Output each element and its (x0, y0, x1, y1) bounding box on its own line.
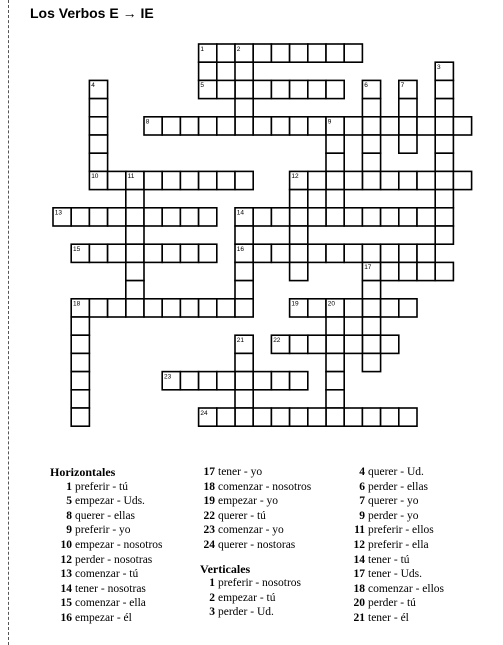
cell-number: 22 (273, 337, 281, 344)
clue-number: 9 (66, 524, 72, 537)
clue-item (200, 465, 311, 480)
clue-item (200, 538, 311, 553)
clue-item (50, 567, 163, 582)
grid-cell[interactable] (126, 299, 144, 317)
clue-text: querer - ellas (75, 509, 136, 522)
grid-cell[interactable] (235, 99, 253, 117)
clue-text: querer - tú (218, 509, 266, 522)
grid-cell[interactable] (144, 171, 162, 189)
grid-cell[interactable] (417, 117, 435, 135)
clue-text: tener - Uds. (368, 568, 422, 581)
grid-cell[interactable] (180, 299, 198, 317)
grid-cell[interactable] (435, 99, 453, 117)
clue-text: querer - Ud. (368, 466, 424, 478)
clue-text: tener - yo (218, 466, 263, 478)
clue-number: 1 (209, 577, 215, 590)
cell-number: 19 (291, 300, 299, 308)
clue-text: perder - yo (368, 509, 419, 522)
grid-cell[interactable] (217, 44, 235, 62)
grid-cell[interactable] (435, 80, 453, 98)
clue-number: 18 (203, 480, 215, 493)
clue-text: comenzar - yo (218, 524, 284, 537)
grid-cell[interactable] (362, 335, 380, 353)
horizontales-list-1 (50, 480, 163, 626)
title-suffix: IE (140, 5, 154, 21)
grid-cell[interactable] (89, 99, 107, 117)
grid-cell[interactable] (326, 353, 344, 371)
clue-item (200, 576, 311, 591)
grid-cell[interactable] (308, 408, 326, 426)
clue-item (50, 582, 163, 597)
grid-cell[interactable] (326, 408, 344, 426)
grid-cell[interactable] (290, 408, 308, 426)
cell-number: 12 (291, 173, 299, 181)
cell-number: 5 (200, 82, 205, 90)
grid-cell[interactable] (199, 117, 217, 135)
grid-cell[interactable] (326, 244, 344, 262)
grid-cell[interactable] (271, 372, 289, 390)
grid-cell[interactable] (235, 80, 253, 98)
grid-cell[interactable] (290, 244, 308, 262)
grid-cell[interactable] (326, 335, 344, 353)
clue-text: preferir - nosotros (218, 577, 302, 590)
grid-cell[interactable] (271, 80, 289, 98)
grid-cell[interactable] (180, 171, 198, 189)
grid-cell[interactable] (199, 62, 217, 80)
grid-cell[interactable] (199, 299, 217, 317)
clue-number: 10 (60, 538, 72, 551)
grid-cell[interactable] (235, 372, 253, 390)
grid-cell[interactable] (89, 208, 107, 226)
grid-cell[interactable] (417, 244, 435, 262)
grid-cell[interactable] (217, 408, 235, 426)
grid-cell[interactable] (290, 335, 308, 353)
grid-cell[interactable] (362, 171, 380, 189)
grid-cell[interactable] (290, 44, 308, 62)
grid-cell[interactable] (235, 117, 253, 135)
grid-cell[interactable] (217, 117, 235, 135)
grid-cell[interactable] (344, 408, 362, 426)
clue-text: empezar - yo (218, 495, 279, 508)
grid-cell[interactable] (253, 372, 271, 390)
clue-text: comenzar - ella (75, 597, 146, 610)
grid-cell[interactable] (108, 171, 126, 189)
clue-item (350, 553, 444, 568)
cell-number: 3 (437, 64, 441, 71)
grid-cell[interactable] (144, 244, 162, 262)
cell-number: 8 (145, 118, 150, 126)
grid-cell[interactable] (344, 208, 362, 226)
horizontales-heading: Horizontales (50, 465, 116, 479)
clue-number: 17 (353, 568, 365, 581)
grid-cell[interactable] (326, 372, 344, 390)
clue-text: perder - Ud. (218, 606, 274, 619)
arrow-icon: → (122, 5, 137, 21)
grid-cell[interactable] (435, 135, 453, 153)
clue-text: preferir - ella (368, 538, 429, 551)
clue-item (200, 591, 311, 606)
grid-cell[interactable] (271, 408, 289, 426)
grid-cell[interactable] (126, 244, 144, 262)
grid-cell[interactable] (326, 190, 344, 208)
grid-cell[interactable] (435, 208, 453, 226)
grid-cell[interactable] (126, 190, 144, 208)
grid-cell[interactable] (399, 262, 417, 280)
clue-item (50, 538, 163, 553)
grid-cell[interactable] (435, 153, 453, 171)
clue-number: 20 (353, 597, 365, 610)
grid-cell[interactable] (381, 171, 399, 189)
grid-cell[interactable] (344, 244, 362, 262)
clue-number: 9 (359, 509, 365, 522)
grid-cell[interactable] (162, 208, 180, 226)
grid-cell[interactable] (144, 299, 162, 317)
grid-cell[interactable] (381, 299, 399, 317)
grid-cell[interactable] (326, 80, 344, 98)
clue-text: tener - nosotras (75, 582, 146, 595)
grid-cell[interactable] (271, 208, 289, 226)
cell-number: 10 (91, 173, 99, 181)
clue-text: tener - él (368, 611, 409, 624)
cell-number: 18 (73, 300, 81, 308)
grid-cell[interactable] (344, 171, 362, 189)
grid-cell[interactable] (235, 262, 253, 280)
clue-item (200, 480, 311, 495)
grid-cell[interactable] (89, 299, 107, 317)
grid-cell[interactable] (308, 244, 326, 262)
grid-cell[interactable] (235, 62, 253, 80)
clue-text: empezar - Uds. (75, 495, 145, 508)
cell-number: 11 (127, 173, 135, 181)
clue-text: perder - tú (368, 597, 416, 610)
clue-number: 12 (353, 538, 365, 551)
clue-item (50, 480, 163, 495)
grid-cell[interactable] (290, 226, 308, 244)
clue-text: comenzar - nosotros (218, 480, 312, 493)
grid-cell[interactable] (399, 135, 417, 153)
verticales-list-2 (200, 576, 311, 620)
grid-cell[interactable] (399, 208, 417, 226)
grid-cell[interactable] (399, 408, 417, 426)
clue-number: 13 (60, 568, 72, 581)
grid-cell[interactable] (253, 44, 271, 62)
grid-cell[interactable] (71, 408, 89, 426)
clue-number: 5 (66, 495, 72, 508)
grid-cell[interactable] (217, 299, 235, 317)
grid-cell[interactable] (217, 372, 235, 390)
grid-cell[interactable] (308, 44, 326, 62)
grid-cell[interactable] (381, 335, 399, 353)
grid-cell[interactable] (253, 208, 271, 226)
grid-cell[interactable] (435, 262, 453, 280)
clue-number: 16 (60, 611, 72, 624)
clue-number: 1 (66, 480, 72, 493)
grid-cell[interactable] (126, 262, 144, 280)
grid-cell[interactable] (308, 335, 326, 353)
clue-item (200, 494, 311, 509)
grid-cell[interactable] (362, 353, 380, 371)
cell-number: 6 (364, 82, 368, 90)
clue-item (50, 509, 163, 524)
cell-number: 1 (200, 45, 205, 53)
cell-number: 2 (236, 45, 241, 53)
clue-text: preferir - yo (75, 524, 131, 537)
grid-cell[interactable] (89, 153, 107, 171)
verticales-heading: Verticales (200, 561, 251, 576)
grid-cell[interactable] (162, 299, 180, 317)
grid-cell[interactable] (126, 208, 144, 226)
grid-cell[interactable] (253, 244, 271, 262)
grid-cell[interactable] (399, 244, 417, 262)
cell-number: 23 (164, 373, 172, 381)
clue-text: perder - nosotras (75, 553, 153, 566)
clue-item (50, 611, 163, 626)
grid-cell[interactable] (362, 153, 380, 171)
grid-cell[interactable] (217, 80, 235, 98)
grid-cell[interactable] (308, 299, 326, 317)
grid-cell[interactable] (126, 226, 144, 244)
grid-cell[interactable] (417, 262, 435, 280)
grid-cell[interactable] (290, 262, 308, 280)
grid-cell[interactable] (435, 226, 453, 244)
grid-cell[interactable] (417, 208, 435, 226)
clue-item (350, 567, 444, 582)
grid-cell[interactable] (453, 117, 471, 135)
grid-cell[interactable] (399, 299, 417, 317)
grid-cell[interactable] (381, 208, 399, 226)
clue-item (350, 509, 444, 524)
grid-cell[interactable] (290, 190, 308, 208)
grid-cell[interactable] (89, 244, 107, 262)
grid-cell[interactable] (381, 244, 399, 262)
grid-cell[interactable] (89, 135, 107, 153)
grid-cell[interactable] (344, 117, 362, 135)
clue-number: 7 (359, 495, 365, 508)
grid-cell[interactable] (399, 171, 417, 189)
grid-cell[interactable] (326, 171, 344, 189)
clue-item (350, 494, 444, 509)
horizontales-list-2 (200, 465, 311, 553)
grid-cell[interactable] (362, 135, 380, 153)
clue-number: 17 (203, 466, 215, 478)
grid-cell[interactable] (344, 44, 362, 62)
grid-cell[interactable] (271, 44, 289, 62)
grid-cell[interactable] (271, 244, 289, 262)
grid-cell[interactable] (417, 171, 435, 189)
grid-cell[interactable] (71, 208, 89, 226)
grid-cell[interactable] (217, 171, 235, 189)
grid-cell[interactable] (326, 44, 344, 62)
clue-text: empezar - nosotros (75, 538, 163, 551)
clue-item (350, 523, 444, 538)
grid-cell[interactable] (235, 226, 253, 244)
grid-cell[interactable] (344, 335, 362, 353)
clue-text: perder - ellas (368, 480, 429, 493)
clue-number: 14 (353, 553, 365, 566)
grid-cell[interactable] (308, 171, 326, 189)
clue-text: comenzar - tú (75, 568, 139, 581)
clue-item (50, 523, 163, 538)
grid-cell[interactable] (199, 171, 217, 189)
clue-text: preferir - tú (75, 480, 128, 493)
grid-cell[interactable] (326, 135, 344, 153)
clue-number: 21 (353, 611, 365, 624)
grid-cell[interactable] (290, 117, 308, 135)
grid-cell[interactable] (362, 117, 380, 135)
grid-cell[interactable] (71, 335, 89, 353)
grid-cell[interactable] (253, 117, 271, 135)
clue-item (200, 509, 311, 524)
grid-cell[interactable] (290, 372, 308, 390)
clue-item (350, 465, 444, 480)
clue-number: 19 (203, 495, 215, 508)
grid-cell[interactable] (435, 171, 453, 189)
cell-number: 20 (327, 300, 336, 308)
clue-number: 24 (203, 538, 215, 551)
clue-item (350, 582, 444, 597)
grid-cell[interactable] (290, 208, 308, 226)
clue-text: tener - tú (368, 553, 410, 566)
grid-cell[interactable] (235, 171, 253, 189)
verticales-list-3 (350, 465, 444, 626)
cell-number: 21 (236, 337, 245, 344)
clue-text: querer - nostoras (218, 538, 296, 551)
clue-number: 6 (359, 480, 365, 493)
clue-item (50, 553, 163, 568)
cell-number: 24 (200, 409, 208, 417)
grid-cell[interactable] (253, 80, 271, 98)
grid-cell[interactable] (199, 372, 217, 390)
clue-item (350, 611, 444, 626)
clues-column-3 (350, 465, 444, 626)
grid-cell[interactable] (71, 390, 89, 408)
clue-number: 8 (66, 509, 72, 522)
grid-cell[interactable] (362, 317, 380, 335)
grid-cell[interactable] (362, 244, 380, 262)
clue-item (350, 538, 444, 553)
grid-cell[interactable] (308, 208, 326, 226)
grid-cell[interactable] (235, 408, 253, 426)
grid-cell[interactable] (290, 80, 308, 98)
cell-number: 14 (236, 209, 245, 217)
grid-cell[interactable] (435, 117, 453, 135)
grid-cell[interactable] (271, 117, 289, 135)
grid-cell[interactable] (180, 372, 198, 390)
grid-cell[interactable] (326, 208, 344, 226)
grid-cell[interactable] (180, 208, 198, 226)
clue-number: 2 (209, 591, 215, 604)
clue-number: 15 (60, 597, 72, 610)
clue-number: 14 (60, 582, 72, 595)
grid-cell[interactable] (453, 171, 471, 189)
clue-item (350, 596, 444, 611)
grid-cell[interactable] (362, 99, 380, 117)
grid-cell[interactable] (308, 80, 326, 98)
grid-cell[interactable] (326, 317, 344, 335)
grid-cell[interactable] (144, 208, 162, 226)
clue-number: 3 (209, 606, 215, 619)
grid-cell[interactable] (162, 117, 180, 135)
clue-number: 18 (353, 582, 365, 595)
grid-cell[interactable] (381, 117, 399, 135)
grid-cell[interactable] (71, 317, 89, 335)
grid-cell[interactable] (235, 390, 253, 408)
clue-text: preferir - ellos (368, 524, 434, 537)
grid-cell[interactable] (180, 117, 198, 135)
grid-cell[interactable] (253, 408, 271, 426)
grid-cell[interactable] (326, 390, 344, 408)
clue-number: 22 (203, 509, 215, 522)
grid-cell[interactable] (381, 262, 399, 280)
grid-cell[interactable] (399, 117, 417, 135)
grid-cell[interactable] (126, 281, 144, 299)
grid-cell[interactable] (71, 353, 89, 371)
clue-text: querer - yo (368, 495, 419, 508)
grid-cell[interactable] (235, 281, 253, 299)
grid-cell[interactable] (108, 208, 126, 226)
title-text: Los Verbos E (30, 5, 119, 21)
grid-cell[interactable] (326, 153, 344, 171)
clues-column-2 (200, 465, 311, 620)
grid-cell[interactable] (381, 408, 399, 426)
grid-cell[interactable] (435, 190, 453, 208)
grid-cell[interactable] (362, 299, 380, 317)
clue-number: 12 (60, 553, 72, 566)
clue-text: empezar - tú (218, 591, 276, 604)
grid-cell[interactable] (71, 372, 89, 390)
clue-text: empezar - él (75, 611, 132, 624)
clues-column-1 (50, 465, 163, 626)
cell-number: 4 (91, 82, 95, 90)
clue-number: 11 (354, 524, 365, 537)
grid-cell[interactable] (108, 299, 126, 317)
grid-cell[interactable] (199, 208, 217, 226)
grid-cell[interactable] (89, 117, 107, 135)
cell-number: 15 (73, 246, 81, 253)
clue-item (50, 596, 163, 611)
cell-number: 9 (327, 118, 332, 126)
grid-cell[interactable] (344, 299, 362, 317)
cell-number: 13 (54, 209, 63, 217)
clue-number: 23 (203, 524, 215, 537)
grid-cell[interactable] (362, 281, 380, 299)
cell-number: 7 (400, 82, 405, 90)
grid-cell[interactable] (308, 117, 326, 135)
clue-item (200, 605, 311, 620)
grid-cell[interactable] (199, 244, 217, 262)
clue-number: 4 (359, 466, 365, 478)
grid-cell[interactable] (235, 353, 253, 371)
grid-cell[interactable] (362, 208, 380, 226)
grid-cell[interactable] (235, 299, 253, 317)
grid-cell[interactable] (362, 408, 380, 426)
grid-cell[interactable] (399, 99, 417, 117)
clue-text: comenzar - ellos (368, 582, 444, 595)
grid-cell[interactable] (180, 244, 198, 262)
grid-cell[interactable] (162, 171, 180, 189)
clue-item (350, 480, 444, 495)
clue-item (50, 494, 163, 509)
grid-cell[interactable] (108, 244, 126, 262)
cell-number: 16 (236, 246, 245, 253)
cell-number: 17 (364, 264, 372, 272)
grid-cell[interactable] (162, 244, 180, 262)
clue-item (200, 523, 311, 538)
